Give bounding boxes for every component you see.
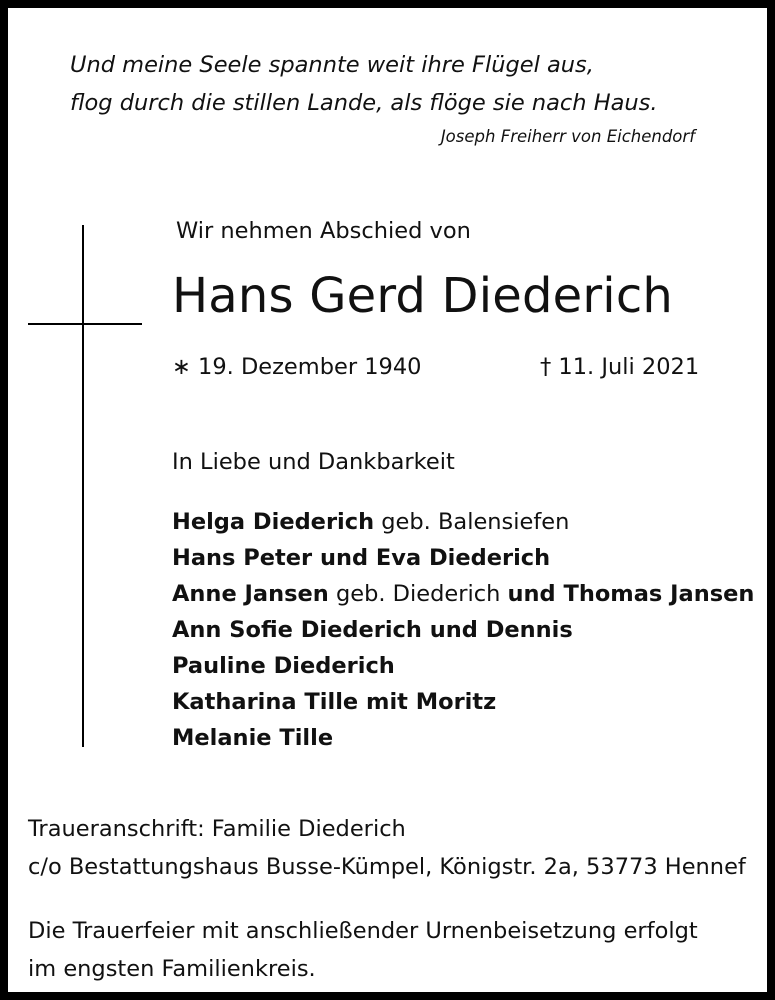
mourner-note: geb. Balensiefen (374, 509, 570, 535)
mourner-name: Katharina Tille mit Moritz (172, 689, 497, 715)
death-cross-icon: † (540, 354, 552, 380)
mourner-name: Hans Peter und Eva Diederich (172, 545, 551, 571)
ceremony-line-1: Die Trauerfeier mit anschließender Urnenbeisetzung erfolgt (28, 918, 698, 944)
birth-date-text: 19. Dezember 1940 (198, 354, 422, 380)
mourner-item (172, 684, 754, 720)
mourner-name: Ann Sofie Diederich und Dennis (172, 617, 573, 643)
mourner-item (172, 612, 754, 648)
love-line: In Liebe und Dankbarkeit (172, 449, 455, 475)
deceased-name: Hans Gerd Diederich (172, 268, 674, 324)
mourners-list (172, 504, 754, 756)
poem-quote (70, 46, 750, 122)
death-date (540, 354, 699, 380)
farewell-intro: Wir nehmen Abschied von (176, 218, 471, 244)
quote-line-1: Und meine Seele spannte weit ihre Flügel aus, (70, 52, 594, 78)
mourning-address (28, 810, 746, 886)
birth-star-icon: ∗ (172, 354, 191, 380)
death-date-text: 11. Juli 2021 (558, 354, 700, 380)
mourner-partner: und Thomas Jansen (507, 581, 755, 607)
mourner-item (172, 720, 754, 756)
mourner-note: geb. Diederich (328, 581, 508, 607)
mourner-item (172, 540, 754, 576)
mourner-item (172, 504, 754, 540)
quote-author: Joseph Freiherr von Eichendorf (440, 127, 695, 146)
ceremony-notice (28, 912, 698, 988)
mourner-name: Helga Diederich (172, 509, 375, 535)
address-line-1: Traueranschrift: Familie Diederich (28, 816, 406, 842)
quote-line-2: flog durch die stillen Lande, als flöge sie nach Haus. (70, 90, 658, 116)
mourner-item (172, 648, 754, 684)
cross-icon-horizontal (28, 323, 142, 325)
mourner-name: Melanie Tille (172, 725, 334, 751)
birth-date (172, 354, 421, 380)
mourner-name: Anne Jansen (172, 581, 329, 607)
mourner-name: Pauline Diederich (172, 653, 395, 679)
address-line-2: c/o Bestattungshaus Busse-Kümpel, Königstr. 2a, 53773 Hennef (28, 854, 746, 880)
mourner-item (172, 576, 754, 612)
ceremony-line-2: im engsten Familienkreis. (28, 956, 316, 982)
cross-icon-vertical (82, 225, 84, 747)
